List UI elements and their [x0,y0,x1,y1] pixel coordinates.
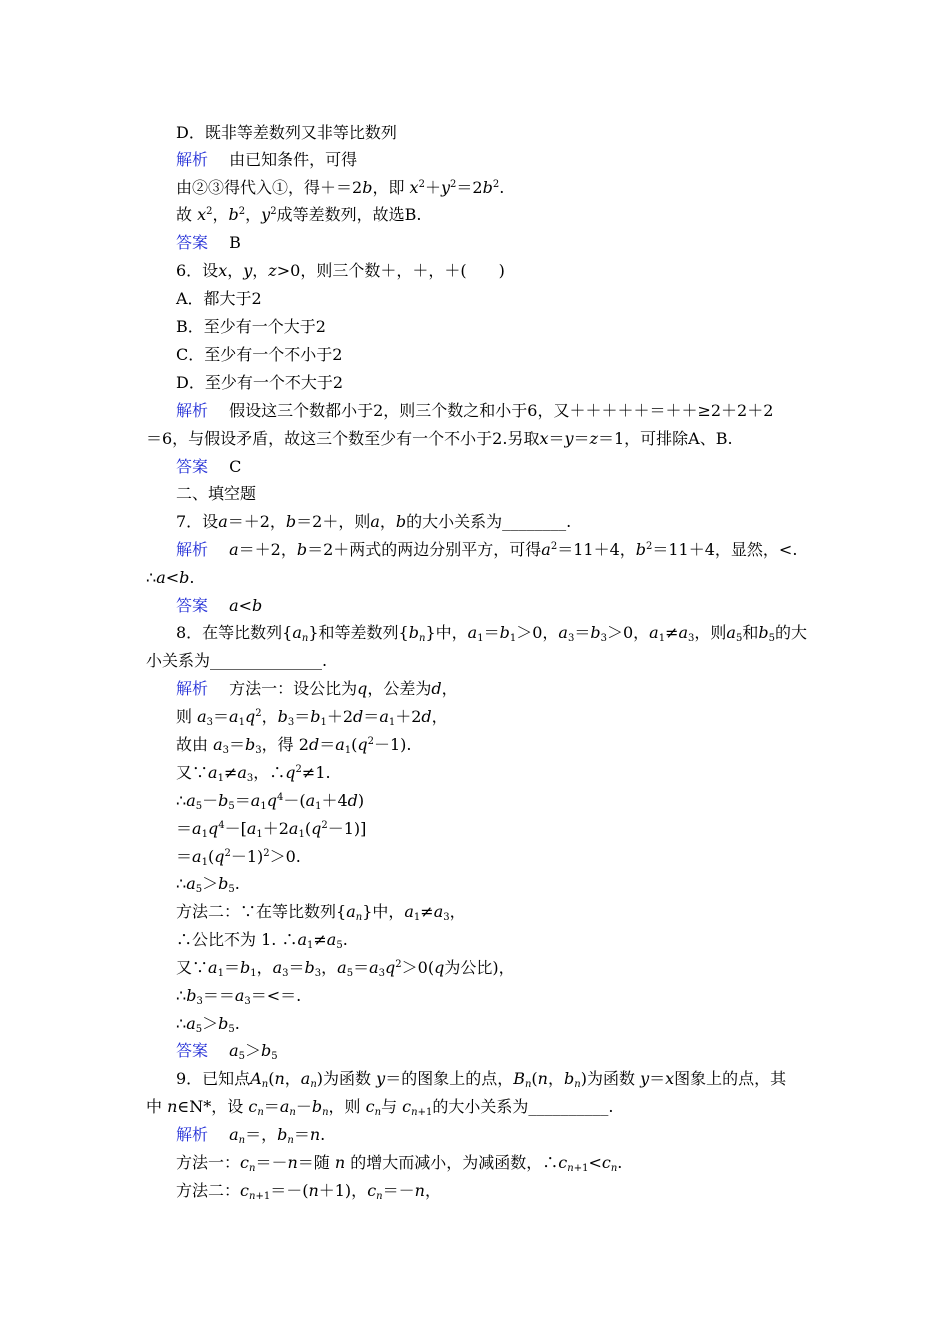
analysis-label: 解析 [176,1125,209,1144]
analysis-line: $\therefore a_5>b_5$. [176,874,240,895]
analysis-line: $=a_1(q^2-1)^2>0$. [176,847,301,868]
analysis-line: ＝6，与假设矛盾，故这三个数至少有一个不小于2.另取x＝y＝z＝1，可排除A、B. [146,429,733,448]
option-b: B．至少有一个大于2 [176,317,326,336]
option-d: D．既非等差数列又非等比数列 [176,123,397,142]
analysis-line: 故由 $a_3=b_3$，得 $2d=a_1(q^2-1)$. [176,735,412,756]
analysis-line: 又$\because a_1\ne a_3$，$\therefore q^2\ne 1$. [176,763,331,784]
analysis-line: ∴公比不为 1. $\therefore a_1\ne a_5$. [176,930,348,951]
question-8-stem: 8．在等比数列$\{a_n\}$和等差数列$\{b_n\}$中，$a_1=b_1>0$，$a_3=b_3>0$，$a_1\ne a_3$，则$a_5$和$b_5$的大 [176,623,807,644]
answer-line: 答案 a<b [176,596,263,615]
question-8-stem: 小关系为______________. [146,651,328,670]
section-title: 二、填空题 [176,484,257,503]
answer-label: 答案 [176,1041,209,1060]
answer-line: 答案 $a_5>b_5$ [176,1041,278,1062]
analysis-line: ∴a<b. [146,568,195,587]
question-9-stem: 9．已知点$A_n(n$，$a_n$)为函数 y＝的图象上的点，$B_n(n$，$b_n$)为函数 y＝x图象上的点，其 [176,1069,787,1090]
question-7-stem: 7．设a＝＋2，b＝2＋，则a，b的大小关系为________. [176,512,572,531]
option-c: C．至少有一个不小于2 [176,345,343,364]
analysis-line: 又$\because a_1=b_1$，$a_3=b_3$，$a_5=a_3q^2>0(q$为公比)， [176,958,515,979]
answer-label: 答案 [176,457,209,476]
answer-label: 答案 [176,233,209,252]
analysis-line: 方法一：$c_n=-n=$随 n 的增大而减小，为减函数，$\therefore c_{n+1}<c_n$. [176,1153,623,1174]
question-6-stem: 6．设x，y，z>0，则三个数＋，＋，＋( ) [176,261,505,280]
answer-line: 答案 C [176,457,242,476]
analysis-line: 则 $a_3=a_1q^2$，$b_3=b_1+2d=a_1+2d$， [176,707,448,728]
option-a: A．都大于2 [176,289,262,308]
analysis-label: 解析 [176,679,209,698]
option-d: D．至少有一个不大于2 [176,373,344,392]
analysis-label: 解析 [176,150,209,169]
analysis-label: 解析 [176,540,209,559]
analysis-line: $\therefore a_5>b_5$. [176,1014,240,1035]
analysis-line: $\therefore b_3==a_3=<=$. [176,986,302,1007]
analysis-line: 方法二：∵在等比数列$\{a_n\}$中，$a_1\ne a_3$， [176,902,466,923]
answer-label: 答案 [176,596,209,615]
analysis-line: 解析 a＝＋2，b＝2＋两式的两边分别平方，可得$a^2=11+4$，$b^2=11+4$，显然，<. [176,540,798,559]
analysis-line: 解析 假设这三个数都小于2，则三个数之和小于6，又＋＋＋＋＋＝＋＋≥2＋2＋2 [176,401,774,420]
analysis-line: 解析 由已知条件，可得 [176,150,358,169]
analysis-label: 解析 [176,401,209,420]
analysis-line: $\therefore a_5-b_5=a_1q^4-(a_1+4d)$ [176,791,365,812]
analysis-line: 解析 方法一：设公比为q，公差为d， [176,679,458,698]
answer-line: 答案 B [176,233,241,252]
analysis-line: 方法二：$c_{n+1}=-(n+1)$，$c_n=-n$， [176,1181,441,1202]
analysis-line: $=a_1q^4-[a_1+2a_1(q^2-1)]$ [176,819,367,840]
analysis-line: 解析 $a_n=$，$b_n=n$. [176,1125,326,1146]
analysis-line: 故 $x^2$，$b^2$，$y^2$成等差数列，故选B. [176,205,422,224]
question-9-stem: 中 n∈N*，设 $c_n=a_n-b_n$，则 $c_n$与 $c_{n+1}$的大小关系为__________. [146,1097,614,1118]
analysis-line: 由②③得代入①，得＋＝2b，即 $x^2+y^2=2b^2$. [176,178,505,197]
